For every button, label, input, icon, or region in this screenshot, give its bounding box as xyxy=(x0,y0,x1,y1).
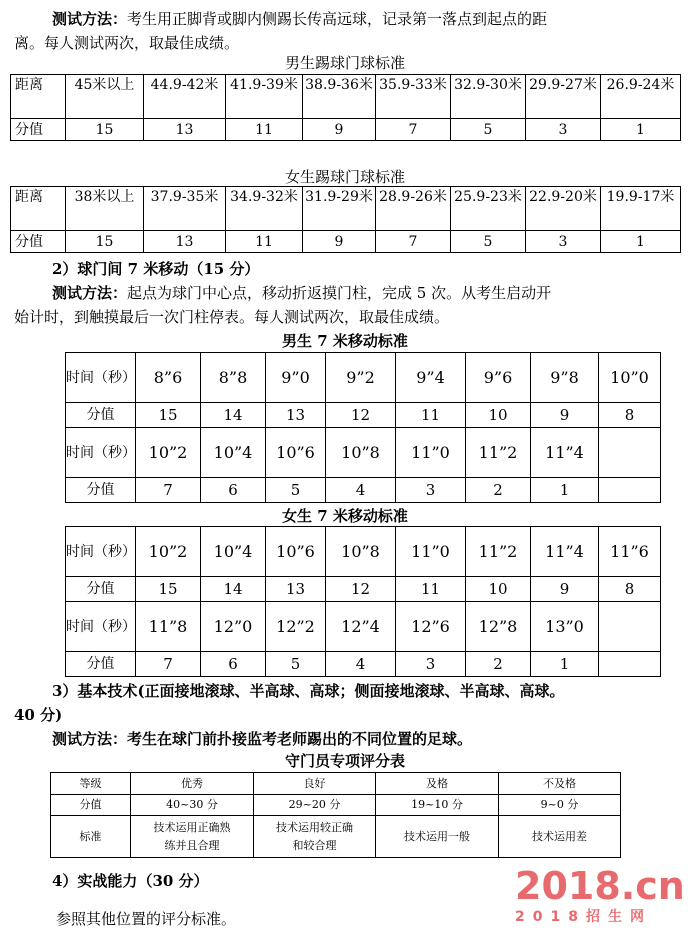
time-cell: 9”2 xyxy=(326,353,396,403)
grade-cell: 40~30 分 xyxy=(131,795,254,816)
table-row xyxy=(66,353,661,403)
score-cell: 5 xyxy=(451,119,526,141)
time-cell xyxy=(599,428,661,478)
score-cell: 7 xyxy=(136,478,201,503)
section3-text: 测试方法：考生在球门前扑接监考老师踢出的不同位置的足球。 xyxy=(52,730,473,748)
section3-heading-cont: 40 分) xyxy=(14,706,63,724)
row-label: 时间（秒） xyxy=(66,602,136,652)
score-cell: 14 xyxy=(201,577,266,602)
table-row xyxy=(66,652,661,677)
section4-text: 参照其他位置的评分标准。 xyxy=(56,910,237,928)
score-cell: 13 xyxy=(266,577,326,602)
time-cell: 10”6 xyxy=(266,527,326,577)
time-cell: 11”8 xyxy=(136,602,201,652)
time-cell: 9”8 xyxy=(531,353,599,403)
time-cell: 10”2 xyxy=(136,428,201,478)
section4-heading: 4）实战能力（30 分） xyxy=(52,872,209,890)
time-cell: 11”4 xyxy=(531,527,599,577)
para1-line2: 离。每人测试两次，取最佳成绩。 xyxy=(14,34,240,52)
row-label: 分值 xyxy=(66,403,136,428)
watermark-logo xyxy=(515,866,685,926)
distance-cell: 44.9-42米 xyxy=(144,75,226,119)
row-label: 分值 xyxy=(66,478,136,503)
para1-text: 考生用正脚背或脚内侧踢长传高远球，记录第一落点到起点的距 xyxy=(127,10,548,28)
score-cell: 1 xyxy=(601,231,681,253)
time-cell: 9”6 xyxy=(466,353,531,403)
score-cell: 12 xyxy=(326,403,396,428)
score-cell: 1 xyxy=(531,478,599,503)
score-cell: 14 xyxy=(201,403,266,428)
score-cell: 8 xyxy=(599,577,661,602)
score-cell: 6 xyxy=(201,652,266,677)
time-cell: 11”2 xyxy=(466,428,531,478)
score-cell: 10 xyxy=(466,577,531,602)
time-cell: 12”8 xyxy=(466,602,531,652)
table-row xyxy=(66,478,661,503)
distance-cell: 38米以上 xyxy=(66,187,144,231)
score-cell: 3 xyxy=(526,119,601,141)
grade-cell: 9~0 分 xyxy=(499,795,621,816)
distance-cell: 34.9-32米 xyxy=(226,187,303,231)
time-cell: 13”0 xyxy=(531,602,599,652)
distance-cell: 22.9-20米 xyxy=(526,187,601,231)
row-label: 时间（秒） xyxy=(66,428,136,478)
time-cell: 8”8 xyxy=(201,353,266,403)
section2-text: 起点为球门中心点，移动折返摸门柱，完成 5 次。从考生启动开 xyxy=(127,284,552,302)
time-cell: 10”8 xyxy=(326,428,396,478)
score-cell: 15 xyxy=(136,403,201,428)
score-cell xyxy=(599,478,661,503)
score-cell: 15 xyxy=(66,231,144,253)
score-cell: 7 xyxy=(376,231,451,253)
score-cell: 6 xyxy=(201,478,266,503)
score-cell xyxy=(599,652,661,677)
table-row xyxy=(66,602,661,652)
grade-cell: 29~20 分 xyxy=(254,795,376,816)
table-row xyxy=(51,773,621,795)
male-7m-table xyxy=(65,352,661,503)
row-label: 时间（秒） xyxy=(66,353,136,403)
score-cell: 7 xyxy=(376,119,451,141)
score-cell: 9 xyxy=(531,577,599,602)
table2-title: 女生踢球门球标准 xyxy=(284,168,405,186)
time-cell: 10”8 xyxy=(326,527,396,577)
distance-cell: 26.9-24米 xyxy=(601,75,681,119)
distance-cell: 29.9-27米 xyxy=(526,75,601,119)
score-cell: 3 xyxy=(396,478,466,503)
time-cell: 12”0 xyxy=(201,602,266,652)
score-cell: 1 xyxy=(531,652,599,677)
table-row xyxy=(11,119,681,141)
score-cell: 13 xyxy=(266,403,326,428)
goalkeeper-table xyxy=(50,772,621,858)
time-cell: 12”2 xyxy=(266,602,326,652)
score-cell: 4 xyxy=(326,652,396,677)
distance-cell: 37.9-35米 xyxy=(144,187,226,231)
score-cell: 3 xyxy=(526,231,601,253)
section3-heading: 3）基本技术(正面接地滚球、半高球、高球；侧面接地滚球、半高球、高球。 xyxy=(52,682,565,700)
row-label: 时间（秒） xyxy=(66,527,136,577)
time-cell: 12”4 xyxy=(326,602,396,652)
time-cell: 11”0 xyxy=(396,527,466,577)
table-row xyxy=(51,816,621,858)
distance-cell: 38.9-36米 xyxy=(303,75,376,119)
grade-cell: 技术运用较正确和较合理 xyxy=(254,816,376,858)
grade-cell: 不及格 xyxy=(499,773,621,795)
score-cell: 8 xyxy=(599,403,661,428)
row-label: 分值 xyxy=(66,652,136,677)
score-cell: 11 xyxy=(226,119,303,141)
grade-cell: 良好 xyxy=(254,773,376,795)
watermark-sub: 2018招生网 xyxy=(515,909,652,925)
grade-cell: 技术运用一般 xyxy=(376,816,499,858)
para1-lead: 测试方法： xyxy=(52,10,128,28)
row-label: 等级 xyxy=(51,773,131,795)
time-cell: 10”0 xyxy=(599,353,661,403)
grade-cell: 优秀 xyxy=(131,773,254,795)
watermark-logo-text: 2018.cn xyxy=(515,864,685,908)
time-cell: 10”2 xyxy=(136,527,201,577)
distance-cell: 35.9-33米 xyxy=(376,75,451,119)
table-row xyxy=(66,403,661,428)
row-label: 分值 xyxy=(11,119,66,141)
distance-cell: 41.9-39米 xyxy=(226,75,303,119)
distance-cell: 32.9-30米 xyxy=(451,75,526,119)
table-row xyxy=(11,187,681,231)
para1-line1 xyxy=(52,8,547,29)
female-kick-table xyxy=(10,186,681,253)
time-cell: 10”4 xyxy=(201,428,266,478)
time-cell: 10”6 xyxy=(266,428,326,478)
male-kick-table xyxy=(10,74,681,141)
time-cell: 8”6 xyxy=(136,353,201,403)
distance-cell: 19.9-17米 xyxy=(601,187,681,231)
time-cell: 11”6 xyxy=(599,527,661,577)
score-cell: 15 xyxy=(136,577,201,602)
table-row xyxy=(51,795,621,816)
time-cell: 11”4 xyxy=(531,428,599,478)
grade-cell: 及格 xyxy=(376,773,499,795)
time-cell: 11”0 xyxy=(396,428,466,478)
table-row xyxy=(11,75,681,119)
time-cell: 9”0 xyxy=(266,353,326,403)
row-label: 距离 xyxy=(11,75,66,119)
row-label: 分值 xyxy=(51,795,131,816)
grade-cell: 技术运用差 xyxy=(499,816,621,858)
grade-cell: 技术运用正确熟练并且合理 xyxy=(131,816,254,858)
score-cell: 13 xyxy=(144,231,226,253)
time-cell xyxy=(599,602,661,652)
row-label: 标准 xyxy=(51,816,131,858)
time-cell: 10”4 xyxy=(201,527,266,577)
section2-heading: 2）球门间 7 米移动（15 分） xyxy=(52,260,260,278)
score-cell: 11 xyxy=(226,231,303,253)
score-cell: 5 xyxy=(266,652,326,677)
distance-cell: 28.9-26米 xyxy=(376,187,451,231)
score-cell: 11 xyxy=(396,403,466,428)
female-7m-table xyxy=(65,526,661,677)
time-cell: 9”4 xyxy=(396,353,466,403)
table5-title: 守门员专项评分表 xyxy=(284,752,405,770)
score-cell: 9 xyxy=(303,119,376,141)
table-row xyxy=(66,527,661,577)
score-cell: 9 xyxy=(303,231,376,253)
score-cell: 12 xyxy=(326,577,396,602)
score-cell: 5 xyxy=(451,231,526,253)
row-label: 距离 xyxy=(11,187,66,231)
score-cell: 2 xyxy=(466,652,531,677)
table1-title: 男生踢球门球标准 xyxy=(284,54,405,72)
table3-title: 男生 7 米移动标准 xyxy=(282,332,408,350)
table-row xyxy=(66,428,661,478)
score-cell: 1 xyxy=(601,119,681,141)
score-cell: 9 xyxy=(531,403,599,428)
distance-cell: 31.9-29米 xyxy=(303,187,376,231)
table-row xyxy=(66,577,661,602)
section2-line2: 始计时，到触摸最后一次门柱停表。每人测试两次，取最佳成绩。 xyxy=(14,308,450,326)
time-cell: 11”2 xyxy=(466,527,531,577)
score-cell: 3 xyxy=(396,652,466,677)
section2-line1 xyxy=(52,282,551,303)
row-label: 分值 xyxy=(11,231,66,253)
distance-cell: 25.9-23米 xyxy=(451,187,526,231)
score-cell: 7 xyxy=(136,652,201,677)
score-cell: 2 xyxy=(466,478,531,503)
table-row xyxy=(11,231,681,253)
grade-cell: 19~10 分 xyxy=(376,795,499,816)
score-cell: 11 xyxy=(396,577,466,602)
score-cell: 13 xyxy=(144,119,226,141)
score-cell: 15 xyxy=(66,119,144,141)
score-cell: 4 xyxy=(326,478,396,503)
score-cell: 5 xyxy=(266,478,326,503)
row-label: 分值 xyxy=(66,577,136,602)
table4-title: 女生 7 米移动标准 xyxy=(282,507,408,525)
time-cell: 12”6 xyxy=(396,602,466,652)
section2-lead: 测试方法： xyxy=(52,284,128,302)
score-cell: 10 xyxy=(466,403,531,428)
distance-cell: 45米以上 xyxy=(66,75,144,119)
